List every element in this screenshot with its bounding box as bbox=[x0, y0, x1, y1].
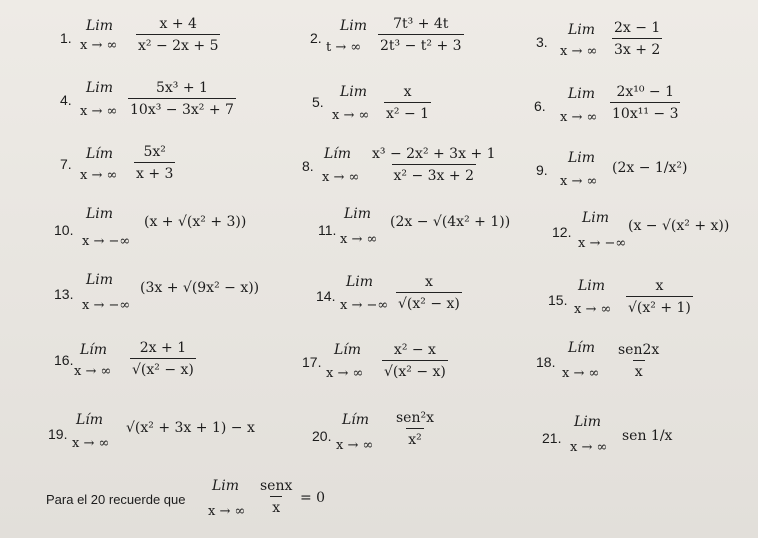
fraction bbox=[384, 84, 431, 122]
lim-label: Lím bbox=[568, 340, 596, 356]
numerator: x bbox=[403, 84, 412, 100]
problem-number: 1. bbox=[60, 30, 72, 46]
lim-label: Lim bbox=[574, 414, 602, 430]
fraction bbox=[128, 80, 236, 118]
limit-approach: x → ∞ bbox=[562, 366, 600, 381]
lim-label: Lím bbox=[342, 412, 370, 428]
lim-label: Lim bbox=[212, 478, 240, 494]
lim-label: Lim bbox=[346, 274, 374, 290]
equals-zero: = 0 bbox=[300, 490, 326, 506]
limit-approach: x → −∞ bbox=[340, 298, 389, 313]
fraction bbox=[130, 340, 196, 378]
denominator: x + 3 bbox=[134, 162, 175, 182]
fraction bbox=[382, 342, 448, 380]
problem-number: 20. bbox=[312, 428, 332, 444]
fraction bbox=[134, 144, 175, 182]
denominator: 3x + 2 bbox=[612, 38, 662, 58]
lim-label: Lim bbox=[86, 18, 114, 34]
denominator: x² bbox=[406, 428, 424, 448]
limit-approach: x → ∞ bbox=[74, 364, 112, 379]
numerator: sen²x bbox=[396, 410, 434, 426]
denominator: 2t³ − t² + 3 bbox=[378, 34, 464, 54]
lim-label: Lím bbox=[76, 412, 104, 428]
limit-approach: x → ∞ bbox=[574, 302, 612, 317]
lim-label: Lim bbox=[86, 206, 114, 222]
lim-label: Lím bbox=[86, 146, 114, 162]
problem-number: 9. bbox=[536, 162, 548, 178]
expression: sen 1/x bbox=[622, 428, 673, 444]
limit-approach: t → ∞ bbox=[326, 40, 362, 55]
problem-number: 3. bbox=[536, 34, 548, 50]
expression: (2x − √(4x² + 1)) bbox=[390, 214, 511, 230]
fraction bbox=[396, 274, 462, 312]
fraction bbox=[610, 84, 680, 122]
lim-label: Lim bbox=[86, 272, 114, 288]
denominator: x bbox=[633, 360, 645, 380]
lim-label: Lim bbox=[568, 150, 596, 166]
lim-label: Lim bbox=[568, 22, 596, 38]
limit-approach: x → ∞ bbox=[80, 168, 118, 183]
problem-number: 7. bbox=[60, 156, 72, 172]
problem-number: 2. bbox=[310, 30, 322, 46]
lim-label: Lím bbox=[334, 342, 362, 358]
lim-label: Lim bbox=[344, 206, 372, 222]
fraction bbox=[258, 478, 294, 516]
lim-label: Lim bbox=[582, 210, 610, 226]
fraction bbox=[394, 410, 436, 448]
limit-approach: x → ∞ bbox=[332, 108, 370, 123]
problem-number: 15. bbox=[548, 292, 568, 308]
hint-text: Para el 20 recuerde que bbox=[46, 492, 186, 507]
problem-number: 5. bbox=[312, 94, 324, 110]
numerator: 2x + 1 bbox=[139, 340, 187, 356]
problem-number: 4. bbox=[60, 92, 72, 108]
denominator: 10x¹¹ − 3 bbox=[610, 102, 680, 122]
problem-number: 16. bbox=[54, 352, 74, 368]
lim-label: Lím bbox=[80, 342, 108, 358]
denominator: √(x² − x) bbox=[396, 292, 462, 312]
problem-number: 6. bbox=[534, 98, 546, 114]
expression: √(x² + 3x + 1) − x bbox=[126, 420, 255, 436]
fraction bbox=[136, 16, 220, 54]
fraction bbox=[370, 146, 498, 184]
limit-approach: x → ∞ bbox=[322, 170, 360, 185]
limit-approach: x → ∞ bbox=[560, 174, 598, 189]
denominator: x² − 1 bbox=[384, 102, 431, 122]
limit-approach: x → ∞ bbox=[336, 438, 374, 453]
numerator: x + 4 bbox=[159, 16, 197, 32]
lim-label: Lím bbox=[324, 146, 352, 162]
limit-approach: x → −∞ bbox=[82, 234, 131, 249]
numerator: senx bbox=[260, 478, 293, 494]
limit-approach: x → ∞ bbox=[560, 110, 598, 125]
limit-approach: x → ∞ bbox=[80, 104, 118, 119]
problem-number: 19. bbox=[48, 426, 68, 442]
problem-number: 13. bbox=[54, 286, 74, 302]
numerator: x² − x bbox=[393, 342, 436, 358]
lim-label: Lim bbox=[86, 80, 114, 96]
limit-approach: x → ∞ bbox=[80, 38, 118, 53]
expression: (2x − 1/x²) bbox=[612, 160, 688, 176]
problem-number: 10. bbox=[54, 222, 74, 238]
fraction bbox=[612, 20, 662, 58]
lim-label: Lim bbox=[340, 18, 368, 34]
numerator: x bbox=[424, 274, 433, 290]
numerator: 2x¹⁰ − 1 bbox=[616, 84, 675, 100]
problem-number: 12. bbox=[552, 224, 572, 240]
numerator: sen2x bbox=[618, 342, 660, 358]
denominator: x² − 3x + 2 bbox=[392, 164, 476, 184]
expression: (x − √(x² + x)) bbox=[628, 218, 730, 234]
problem-number: 17. bbox=[302, 354, 322, 370]
numerator: x³ − 2x² + 3x + 1 bbox=[372, 146, 496, 162]
fraction bbox=[616, 342, 661, 380]
numerator: 7t³ + 4t bbox=[393, 16, 449, 32]
denominator: x bbox=[270, 496, 282, 516]
limit-approach: x → ∞ bbox=[326, 366, 364, 381]
limit-approach: x → ∞ bbox=[560, 44, 598, 59]
denominator: √(x² − x) bbox=[130, 358, 196, 378]
expression: (x + √(x² + 3)) bbox=[144, 214, 247, 230]
problem-number: 14. bbox=[316, 288, 336, 304]
denominator: 10x³ − 3x² + 7 bbox=[128, 98, 236, 118]
denominator: √(x² − x) bbox=[382, 360, 448, 380]
limit-approach: x → −∞ bbox=[578, 236, 627, 251]
limit-approach: x → −∞ bbox=[82, 298, 131, 313]
lim-label: Lim bbox=[340, 84, 368, 100]
numerator: 5x³ + 1 bbox=[155, 80, 208, 96]
numerator: 2x − 1 bbox=[614, 20, 661, 36]
lim-label: Lim bbox=[568, 86, 596, 102]
problem-number: 18. bbox=[536, 354, 556, 370]
problem-number: 21. bbox=[542, 430, 562, 446]
fraction bbox=[626, 278, 693, 316]
denominator: x² − 2x + 5 bbox=[136, 34, 220, 54]
problem-number: 8. bbox=[302, 158, 314, 174]
lim-label: Lim bbox=[578, 278, 606, 294]
fraction bbox=[378, 16, 464, 54]
denominator: √(x² + 1) bbox=[626, 296, 693, 316]
problem-number: 11. bbox=[318, 222, 337, 238]
limit-approach: x → ∞ bbox=[340, 232, 378, 247]
limit-approach: x → ∞ bbox=[570, 440, 608, 455]
numerator: 5x² bbox=[143, 144, 166, 160]
expression: (3x + √(9x² − x)) bbox=[140, 280, 260, 296]
numerator: x bbox=[655, 278, 664, 294]
limit-approach: x → ∞ bbox=[208, 504, 246, 519]
limit-approach: x → ∞ bbox=[72, 436, 110, 451]
